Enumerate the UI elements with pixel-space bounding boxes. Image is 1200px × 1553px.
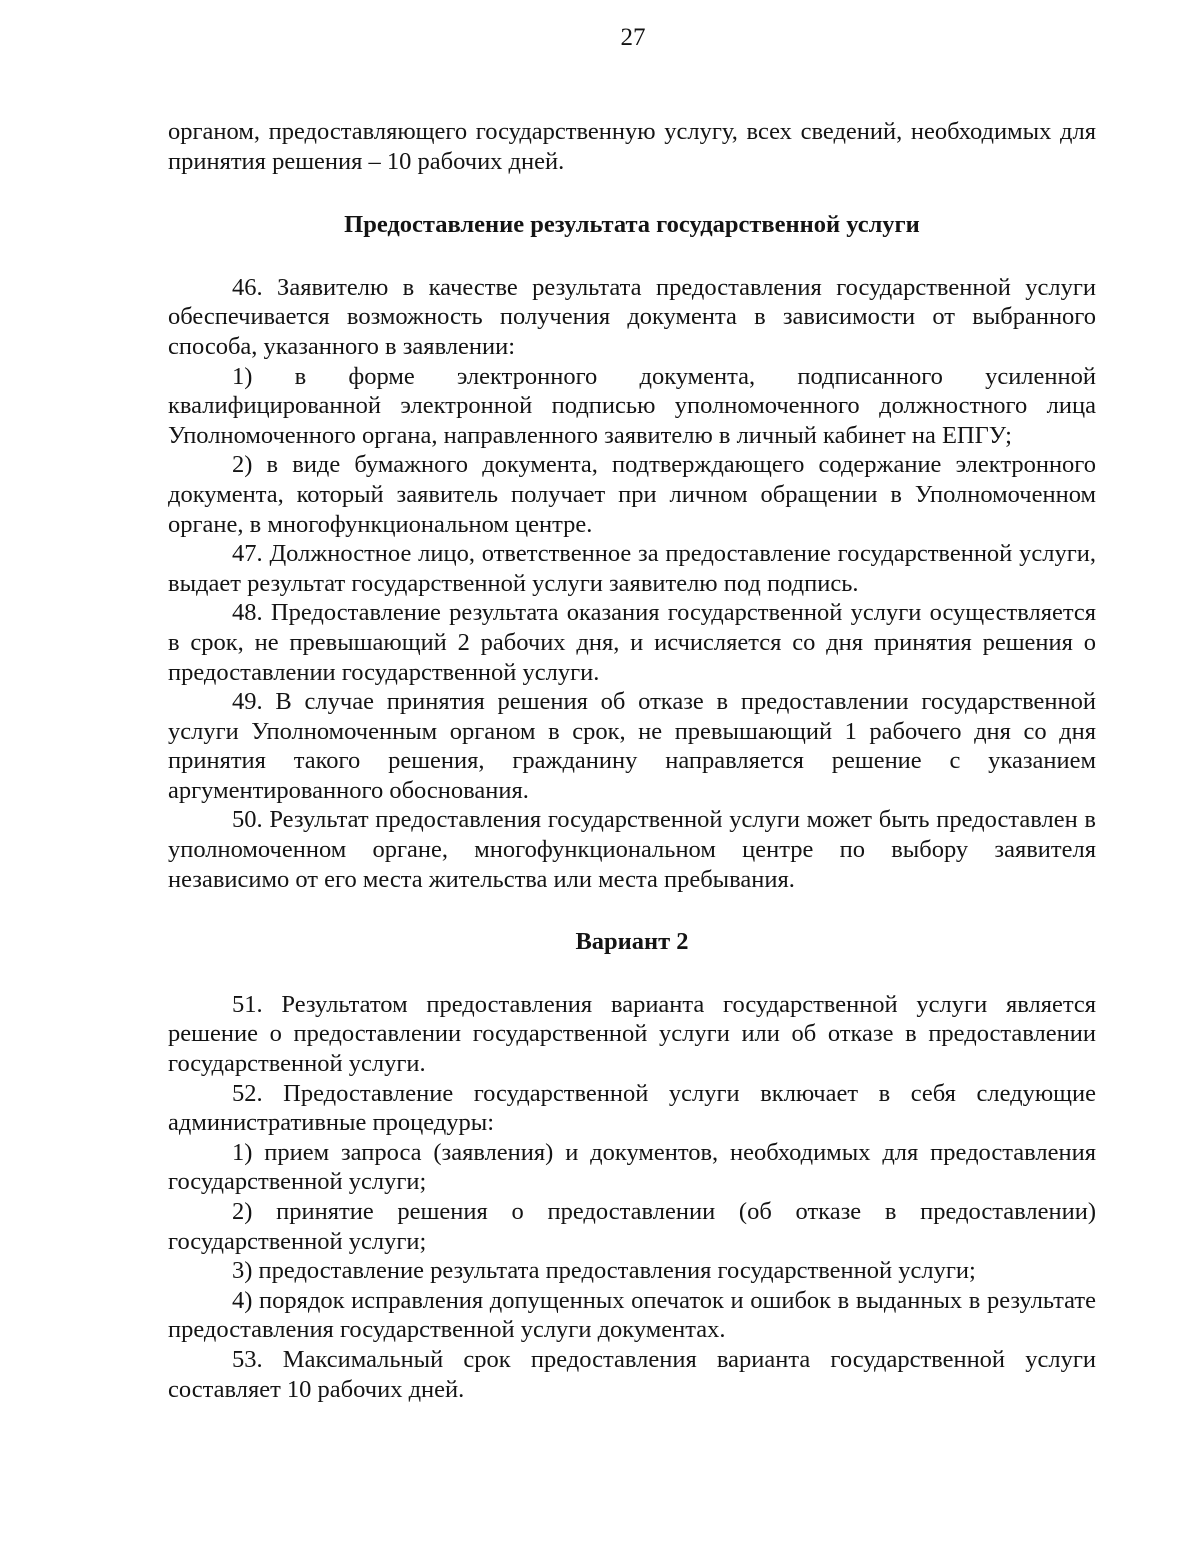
paragraph-52: 52. Предоставление государственной услуги включает в себя следующие административные процедуры: xyxy=(168,1079,1096,1137)
paragraph-47: 47. Должностное лицо, ответственное за предоставление государственной услуги, выдает результат государственной услуги заявителю под подпись. xyxy=(168,540,1096,597)
intro-paragraph: органом, предоставляющего государственную услугу, всех сведений, необходимых для принятия решения – 10 рабочих дней. xyxy=(168,118,1096,175)
list-item-52-1: 1) прием запроса (заявления) и документов, необходимых для предоставления государственной услуги; xyxy=(168,1138,1096,1196)
paragraph-46: 46. Заявителю в качестве результата предоставления государственной услуги обеспечивается возможность получения документа в зависимости от выбранного способа, указанного в заявлении: xyxy=(168,273,1096,360)
paragraph-48: 48. Предоставление результата оказания государственной услуги осуществляется в срок, не превышающий 2 рабочих дня, и исчисляется со дня принятия решения о предоставлении государственной услуги. xyxy=(168,599,1096,686)
list-item-46-1: 1) в форме электронного документа, подписанного усиленной квалифицированной электронной подписью уполномоченного должностного лица Уполномоченного органа, направленного заявителю в личный кабинет на ЕПГУ; xyxy=(168,362,1096,449)
paragraph-50: 50. Результат предоставления государственной услуги может быть предоставлен в уполномоченном органе, многофункциональном центре по выбору заявителя независимо от его места жительства или места пребывания. xyxy=(168,806,1096,893)
section-heading-variant-2: Вариант 2 xyxy=(575,928,689,956)
paragraph-49: 49. В случае принятия решения об отказе в предоставлении государственной услуги Уполномоченным органом в срок, не превышающий 1 рабочего дня со дня принятия такого решения, гражданину направляется решение с указанием аргументированного обоснования. xyxy=(168,688,1096,804)
paragraph-53: 53. Максимальный срок предоставления варианта государственной услуги составляет 10 рабочих дней. xyxy=(168,1345,1096,1403)
list-item-52-3: 3) предоставление результата предоставления государственной услуги; xyxy=(232,1257,976,1285)
list-item-52-4: 4) порядок исправления допущенных опечаток и ошибок в выданных в результате предоставления государственной услуги документах. xyxy=(168,1286,1096,1344)
list-item-52-2: 2) принятие решения о предоставлении (об отказе в предоставлении) государственной услуги; xyxy=(168,1198,1096,1255)
section-heading-result: Предоставление результата государственной услуги xyxy=(344,211,920,239)
document-body xyxy=(168,117,1096,1404)
page-number: 27 xyxy=(620,24,646,51)
paragraph-51: 51. Результатом предоставления варианта государственной услуги является решение о предоставлении государственной услуги или об отказе в предоставлении государственной услуги. xyxy=(168,990,1096,1078)
list-item-46-2: 2) в виде бумажного документа, подтверждающего содержание электронного документа, который заявитель получает при личном обращении в Уполномоченном органе, в многофункциональном центре. xyxy=(168,451,1096,538)
